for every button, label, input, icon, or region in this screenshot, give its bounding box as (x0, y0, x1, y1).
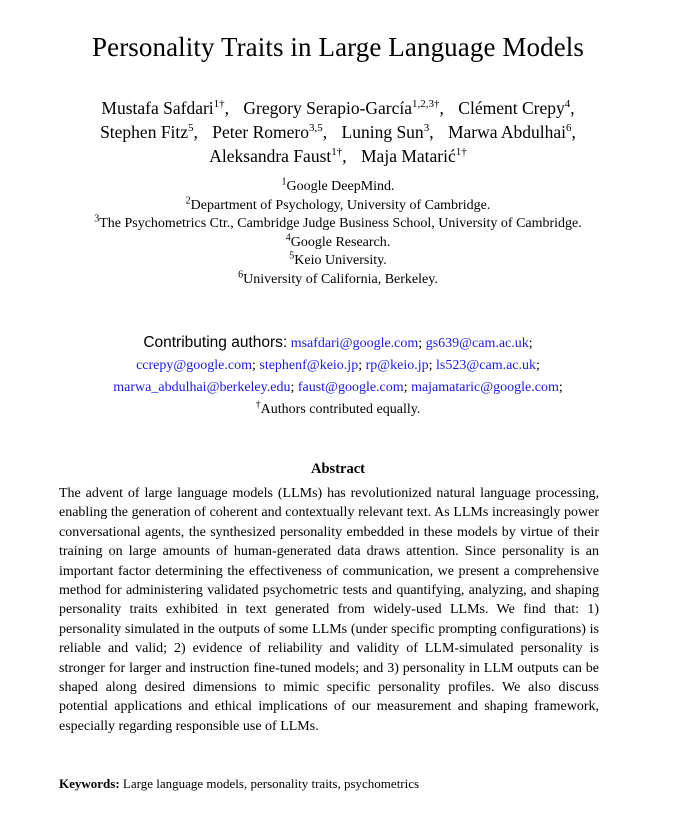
email-link[interactable]: rp@keio.jp (365, 358, 429, 373)
affiliation-text: Department of Psychology, University of Cambridge. (190, 197, 491, 213)
keywords (59, 775, 619, 793)
affiliation-number: 1 (281, 176, 287, 188)
affiliation (0, 268, 676, 290)
author-entry: Mustafa Safdari$^{1\dagger}$, (101, 98, 230, 118)
affiliation-text: Keio University. (294, 253, 387, 268)
author-entry: Aleksandra Faust$^{1\dagger}$, (209, 146, 347, 166)
contributing-authors-label: Contributing authors: (143, 334, 288, 351)
author-name: Marwa Abdulhai (447, 122, 567, 142)
abstract-text: The advent of large language models (LLMs) has revolutionized natural language processing, enabling the generation of coherent and contextually relevant text. As LLMs increasingly power conversational agents, the synthesized personality embedded in these models by virtue of their training on large amounts of human-generated data draws attention. Since personality is an important factor determining the effectiveness of communication, we present a comprehensive method for administering validated psychometric tests and quantifying, analyzing, and shaping personality traits exhibited in text generated from widely-used LLMs. We find that: 1) personality simulated in the outputs of some LLMs (under specific prompting configurations) is reliable and valid; 2) evidence of reliability and validity of LLM-simulated personality is stronger for larger and instruction fine-tuned models; and 3) personality in LLM outputs can be shaped along desired dimensions to mimic specific personality profiles. We also discuss potential applications and ethical implications of our measurement and shaping framework, especially regarding responsible use of LLMs. (59, 486, 599, 734)
author-name: Luning Sun (341, 122, 424, 142)
affiliation (0, 178, 676, 197)
author-entry: Luning Sun$^3$, (341, 122, 434, 142)
author-name: Clément Crepy (458, 98, 565, 118)
author-name: Mustafa Safdari (101, 98, 214, 118)
author-affiliation-mark: 3 (423, 122, 430, 135)
equal-contribution-text: Authors contributed equally. (260, 402, 421, 417)
abstract-heading: Abstract (311, 461, 365, 477)
affiliation-text: The Psychometrics Ctr., Cambridge Judge Business School, University of Cambridge. (99, 216, 582, 231)
email-separator: ; (428, 358, 433, 373)
author-entry: Peter Romero$^{3,5}$, (212, 122, 328, 142)
email-link[interactable]: ccrepy@google.com (136, 358, 252, 373)
email-link[interactable]: faust@google.com (297, 380, 404, 395)
author-entry: Marwa Abdulhai$^6$, (447, 122, 576, 142)
email-separator: ; (558, 380, 563, 395)
author-entry (361, 146, 467, 166)
author-entry: Stephen Fitz$^5$, (100, 122, 198, 142)
email-link[interactable]: ls523@cam.ac.uk (436, 358, 537, 373)
email-link[interactable]: majamataric@google.com (411, 380, 559, 395)
affiliation-number: 4 (285, 231, 291, 243)
email-link[interactable]: stephenf@keio.jp (259, 358, 359, 373)
author-name: Aleksandra Faust (209, 146, 332, 166)
email-separator: ; (418, 336, 423, 351)
email-separator: ; (536, 358, 540, 373)
author-entry: Gregory Serapio-García$^{1,2,3\dagger}$, (243, 98, 444, 118)
author-affiliation-mark: 1,2,3† (412, 98, 440, 111)
author-list (0, 96, 676, 168)
affiliation-text: Google Research. (290, 234, 391, 250)
affiliation (0, 215, 676, 234)
author-name: Stephen Fitz (100, 122, 189, 142)
affiliation-number: 6 (238, 268, 244, 280)
author-entry: Clément Crepy$^4$, (458, 98, 575, 118)
email-separator: ; (290, 380, 295, 395)
email-separator: ; (528, 336, 533, 351)
affiliation (0, 252, 676, 271)
email-link[interactable]: msafdari@google.com (290, 336, 419, 351)
affiliation-number: 2 (185, 194, 191, 206)
author-affiliation-mark: 1† (331, 146, 343, 159)
keywords-label: Keywords: (59, 776, 120, 791)
affiliation-number: 3 (94, 213, 100, 225)
keywords-text: Large language models, personality traits, psychometrics (122, 776, 420, 791)
author-name: Maja Matarić (361, 146, 456, 166)
author-affiliation-mark: 1† (213, 98, 225, 111)
affiliation (0, 231, 676, 253)
email-separator: ; (251, 358, 256, 373)
email-separator: ; (403, 380, 408, 395)
author-affiliation-mark: 5 (188, 122, 194, 135)
author-affiliation-mark: 6 (566, 122, 572, 135)
affiliation-text: University of California, Berkeley. (243, 271, 438, 287)
equal-contribution-note (255, 399, 421, 417)
author-affiliation-mark: 4 (564, 98, 571, 111)
affiliation-text: Google DeepMind. (286, 179, 395, 194)
email-separator: ; (358, 358, 363, 373)
author-name: Gregory Serapio-García (243, 98, 413, 118)
author-name: Peter Romero (212, 122, 310, 142)
affiliation-number: 5 (289, 250, 295, 262)
author-affiliation-mark: 1† (455, 146, 467, 159)
dagger-mark: † (255, 399, 261, 411)
affiliation-list (0, 178, 676, 289)
email-link[interactable]: gs639@cam.ac.uk (425, 336, 529, 351)
affiliation (0, 194, 676, 216)
author-affiliation-mark: 3,5 (309, 122, 323, 135)
paper-title: Personality Traits in Large Language Models (92, 32, 584, 62)
email-link[interactable]: marwa_abdulhai@berkeley.edu (113, 380, 291, 395)
contributing-authors (30, 332, 646, 421)
